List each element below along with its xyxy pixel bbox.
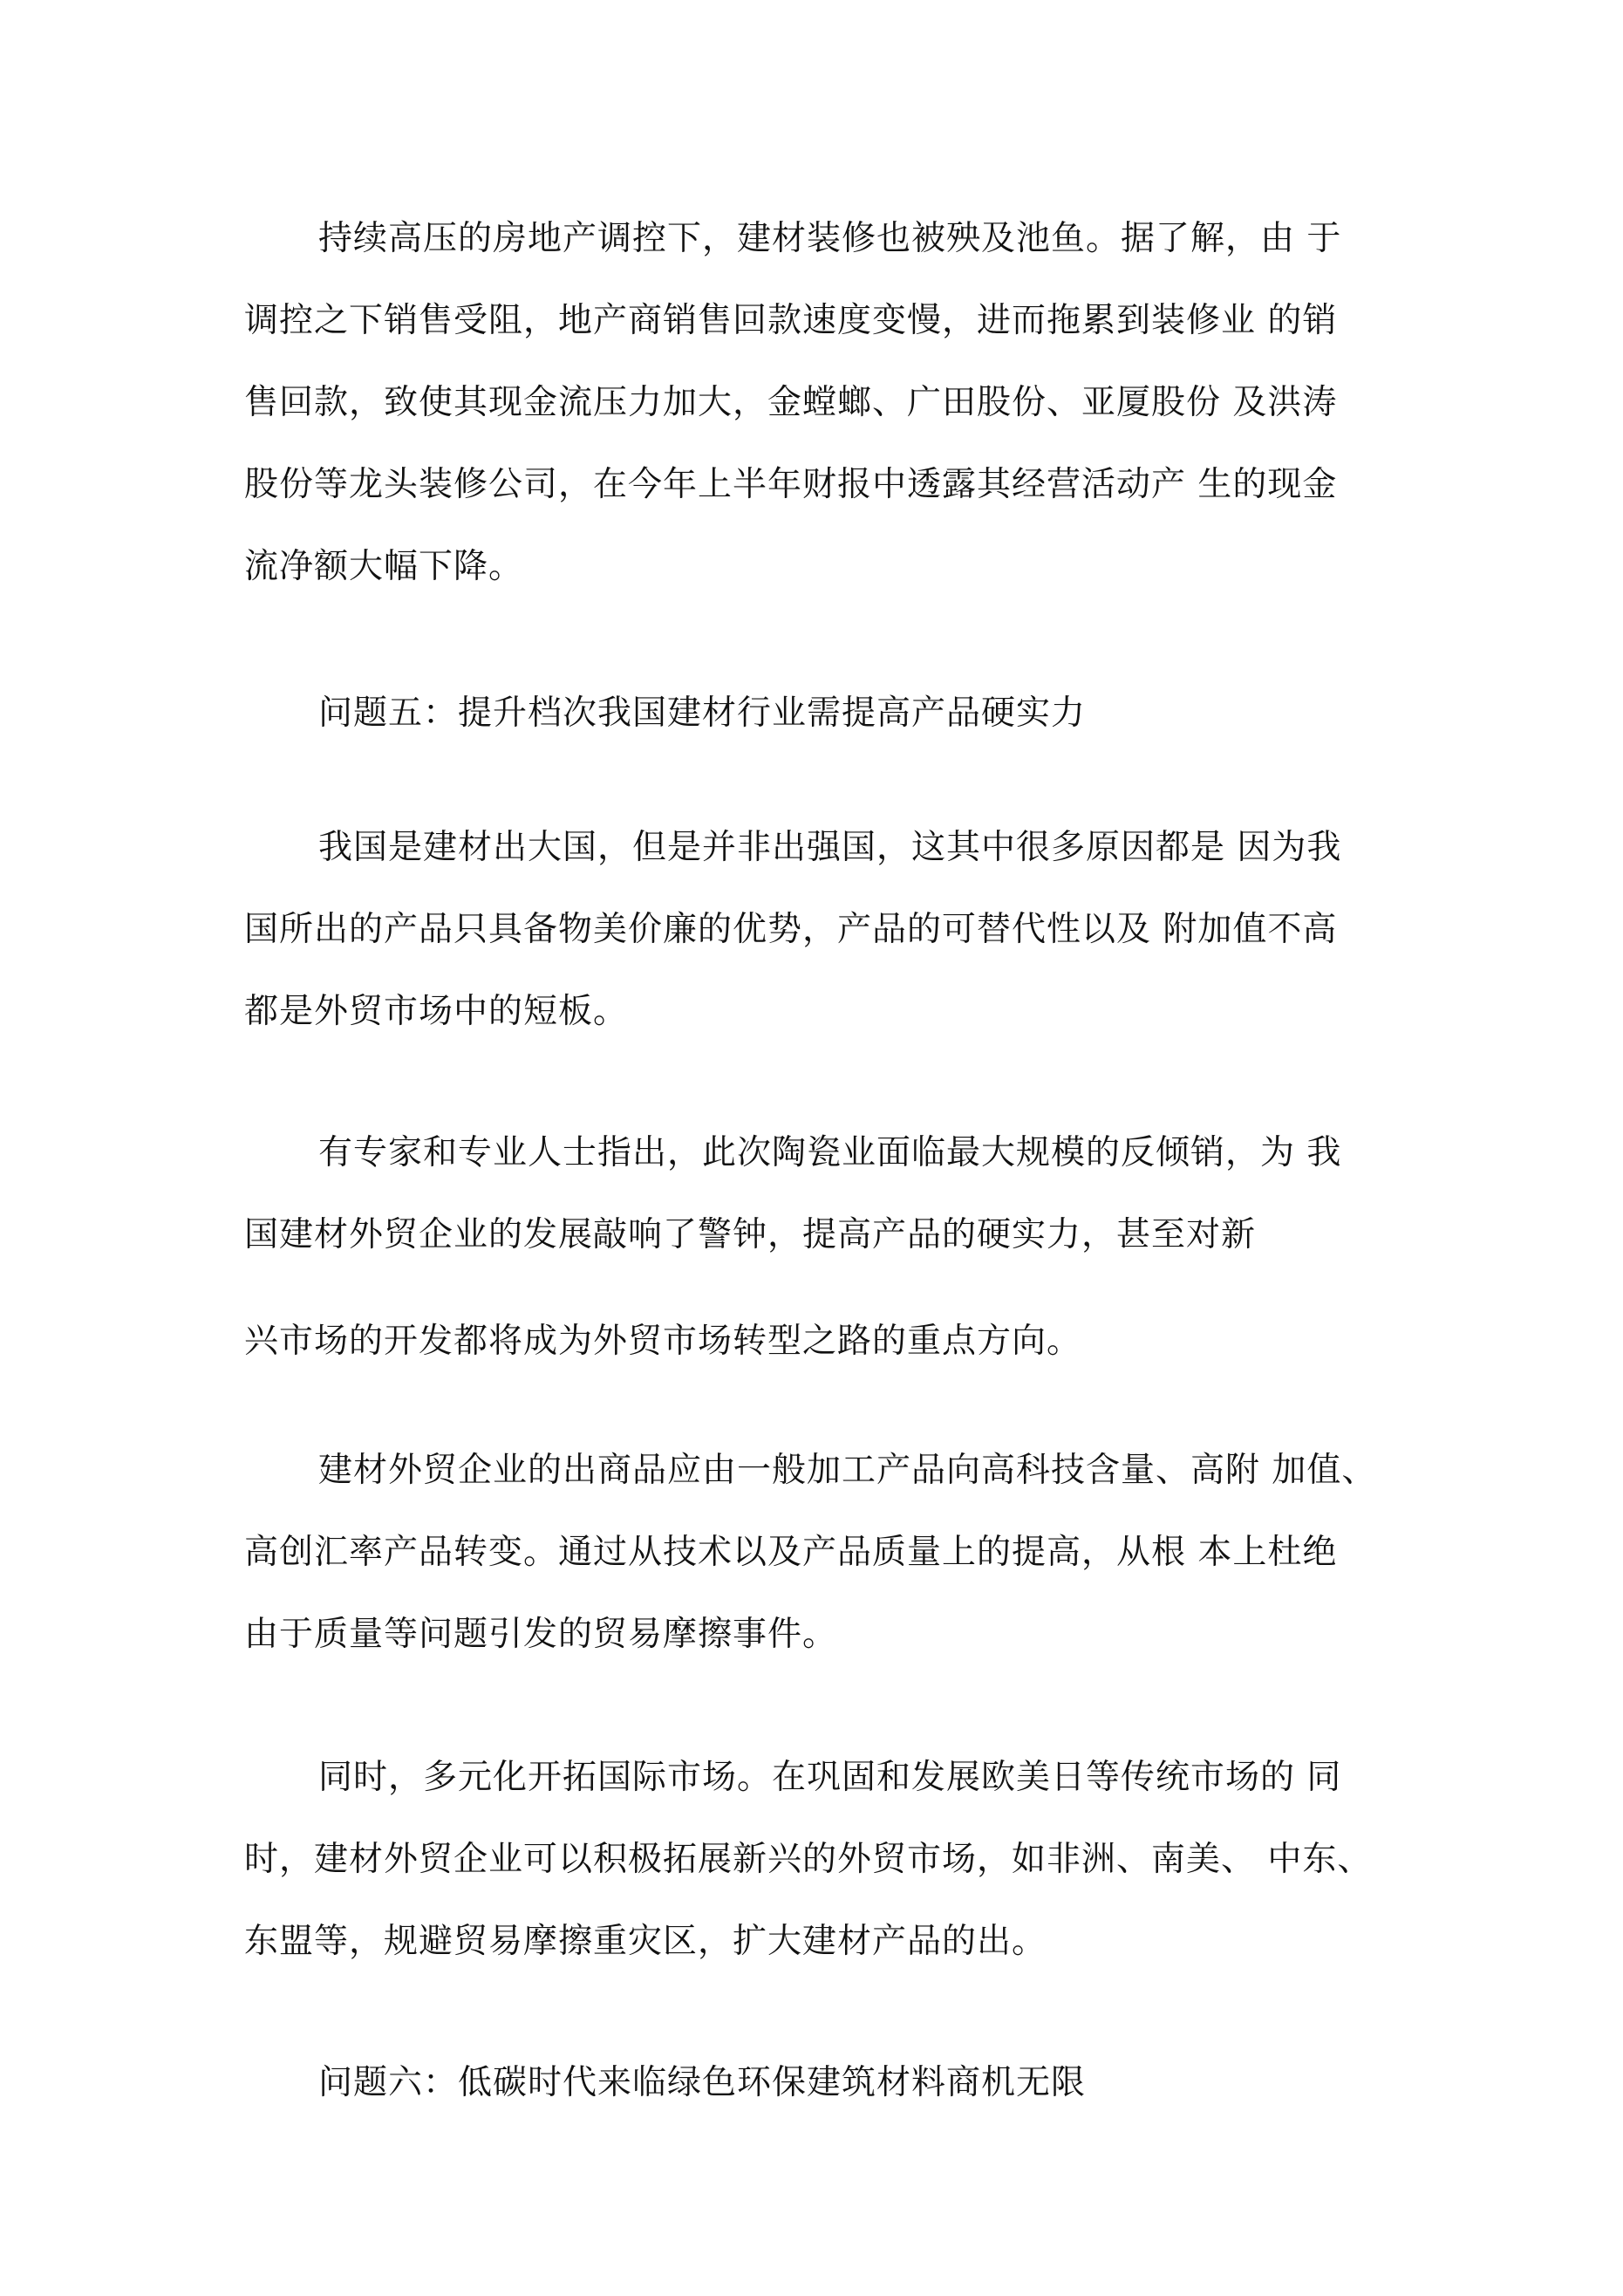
- paragraph-5-line-1: 建材外贸企业的出商品应由一般加工产品向高科技含量、高附 加值、: [318, 1451, 1377, 1490]
- paragraph-6-line-1: 同时，多元化开拓国际市场。在巩固和发展欧美日等传统市场的 同: [318, 1758, 1342, 1797]
- paragraph-1-line-5: 流净额大幅下降。: [244, 547, 524, 586]
- paragraph-5-line-3: 由于质量等问题引发的贸易摩擦事件。: [244, 1615, 838, 1654]
- paragraph-3-line-1: 有专家和专业人士指出，此次陶瓷业面临最大规模的反倾销，为 我: [318, 1133, 1342, 1172]
- paragraph-2-line-3: 都是外贸市场中的短板。: [244, 992, 629, 1031]
- paragraph-1-line-4: 股份等龙头装修公司，在今年上半年财报中透露其经营活动产 生的现金: [244, 465, 1338, 504]
- paragraph-2-line-1: 我国是建材出大国，但是并非出强国，这其中很多原因都是 因为我: [318, 828, 1342, 867]
- paragraph-1-line-2: 调控之下销售受阻，地产商销售回款速度变慢，进而拖累到装修业 的销: [244, 301, 1338, 340]
- paragraph-6-line-3: 东盟等，规避贸易摩擦重灾区，扩大建材产品的出。: [244, 1922, 1047, 1961]
- section-heading-six: 问题六：低碳时代来临绿色环保建筑材料商机无限: [318, 2063, 1087, 2102]
- paragraph-2-line-2: 国所出的产品只具备物美价廉的优势，产品的可替代性以及 附加值不高: [244, 910, 1338, 949]
- paragraph-1-line-1: 持续高压的房地产调控下，建材装修也被殃及池鱼。据了解，由 于: [318, 219, 1342, 258]
- section-heading-five: 问题五：提升档次我国建材行业需提高产品硬实力: [318, 694, 1087, 733]
- paragraph-3-line-2: 国建材外贸企业的发展敲响了警钟，提高产品的硬实力，甚至对新: [244, 1215, 1257, 1254]
- paragraph-6-line-2: 时，建材外贸企业可以积极拓展新兴的外贸市场，如非洲、南美、 中东、: [244, 1840, 1373, 1879]
- paragraph-5-line-2: 高创汇率产品转变。通过从技术以及产品质量上的提高，从根 本上杜绝: [244, 1533, 1338, 1572]
- paragraph-4-line-1: 兴市场的开发都将成为外贸市场转型之路的重点方向。: [244, 1322, 1082, 1361]
- paragraph-1-line-3: 售回款，致使其现金流压力加大，金螳螂、广田股份、亚厦股份 及洪涛: [244, 383, 1338, 422]
